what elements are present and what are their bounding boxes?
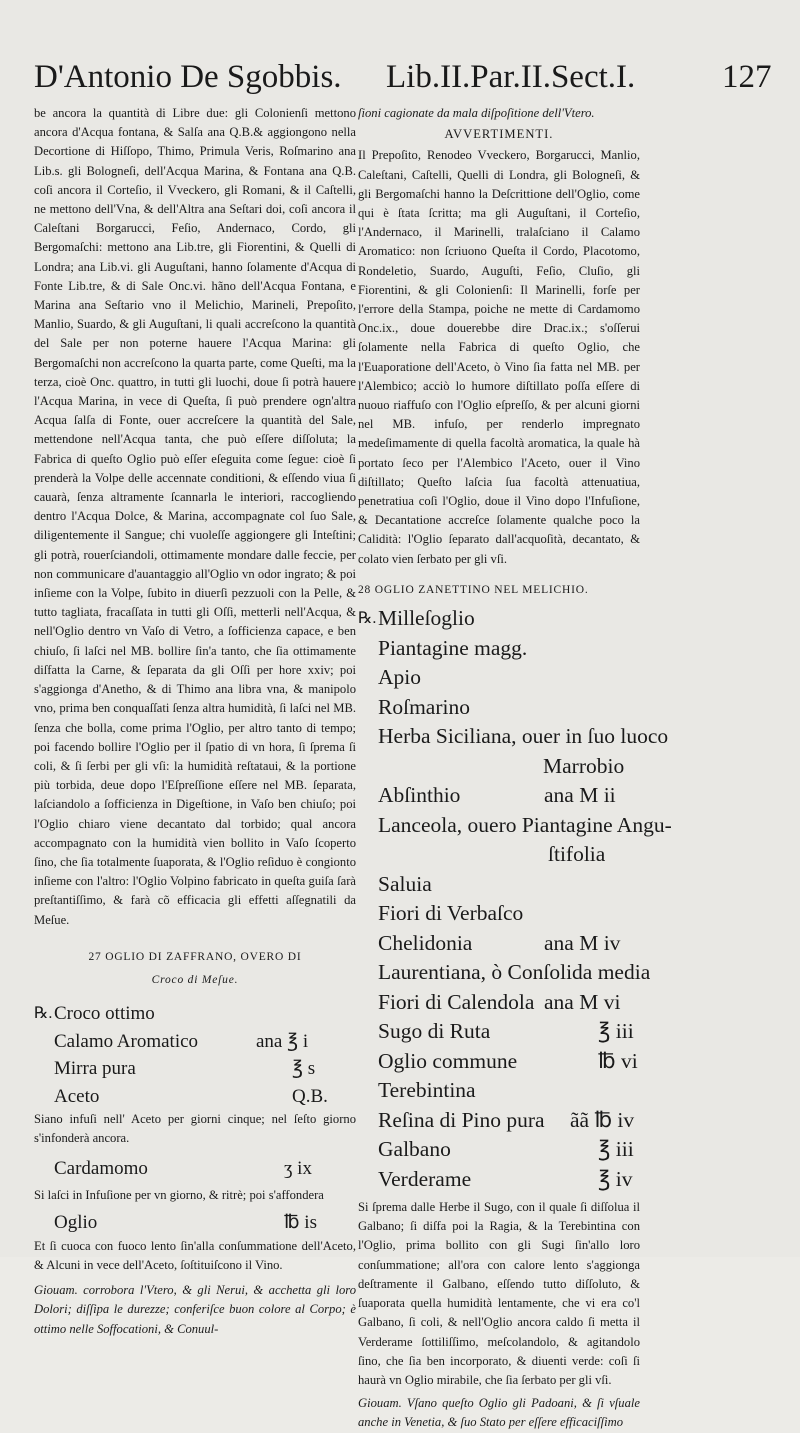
ingredient-name: Aceto [54,1085,100,1107]
ingredient-quantity: ℔ is [284,1212,317,1234]
ingredient-line [358,929,640,959]
recipe-27-subtitle: Croco di Meſue. [151,973,239,986]
ingredient-line [34,1000,356,1028]
ingredient-name: Mirra pura [54,1058,136,1080]
ingredient-line [358,634,640,664]
recipe-27-title: 27 OGLIO DI ZAFFRANO, OVERO DI [88,950,302,963]
ingredient-name: Croco ottimo [54,1003,155,1025]
ingredient-name: Laurentiana, ò Conſolida media [378,960,651,985]
ingredient-quantity: ʒ ix [284,1157,312,1179]
ingredient-name: Galbano [378,1137,451,1162]
ingredient-line [358,899,640,929]
ingredient-line [358,811,672,841]
ingredient-line [358,840,640,870]
page-number: 127 [722,59,772,95]
ingredient-quantity: ãã ℔ iv [570,1107,635,1132]
ingredient-name: Verderame [378,1166,472,1191]
notes-paragraph: Il Prepoſito, Renodeo Vveckero, Borgarucci, Manlio, Caleſtani, Caſtelli, Quelli di Londra, gli Bologneſi, & gli Bergomaſchi hanno la Deſcrittione dell'Oglio, come qui è ſtata ſcritta; ma gli Auguſtani, il Corteſio, l'Andernaco, il Marinelli, tralaſciano il Calamo Aromatico: non ſcriuono Queſta il Cordo, Placotomo, Rondeletio, Suardo, Auguſti, Feſio, Cluſio, gli Fiorentini, & gli Colonienſi: Il Marinelli, forſe per l'errore della Stampa, poiche ne mette di Cardamomo Onc.ix., doue douerebbe dire Drac.ix.; s'oſſerui ſolamente nella Fabrica di queſto Oglio, che l'Euaporatione dell'Aceto, ò Vino ſia fatta nel MB. per l'Alembico; acciò lo humore diſtillato poſſa eſſere di nuouo riaffuſo con l'Oglio eſpreſſo, & per alcuni giorni nel MB. infuſo, per renderlo impregnato medeſimamente di quella facoltà aromatica, la quale hà portato ſeco per l'Alembico l'Aceto, ouer il Vino diſtillato; Queſto laſcia ſua facoltà attenuatiua, penetratiua coſi l'Oglio, doue il Vino dopo l'Infuſione, & Decantatione accreſce ſolamente qualche poco la Calidità: l'Oglio ſeparato dall'acquoſità, decantato, & colato vien ſerbato per gli vſi. [358,148,640,566]
ingredient-line [34,1055,356,1083]
ingredient-name: Apio [378,665,421,690]
left-column [34,104,356,1339]
ingredient-name: Reſina di Pino pura [378,1107,545,1132]
ingredient-line [358,1135,640,1165]
ingredient-quantity: ℥ iii [598,1019,634,1044]
ingredient-name: Chelidonia [378,930,473,955]
ingredient-line [358,958,651,988]
ingredient-quantity: ℥ iii [598,1137,634,1162]
ingredient-name: Terebintina [378,1078,476,1103]
recipe-symbol: ℞. [34,1005,53,1023]
running-header [34,52,772,102]
ingredient-name: Lanceola, ouero Piantagine Angu- [378,812,672,837]
benefits-text: Giouam. corrobora l'Vtero, & gli Nerui, & acchetta gli loro Dolori; diſſipa le durezze; conferiſce buon colore al Corpo; è ottimo nelle Soffocationi, & Conuul- [34,1283,356,1336]
ingredient-name: Fiori di Verbaſco [378,901,524,926]
ingredient-name: Abſinthio [378,783,461,808]
ingredient-name: Oglio commune [378,1048,518,1073]
ingredient-name: Saluia [378,871,432,896]
ingredient-name: Piantagine magg. [378,635,528,660]
ingredient-line [34,1155,356,1183]
ingredient-line [358,1047,640,1077]
ingredient-quantity: ana M vi [544,989,621,1014]
ingredient-quantity: ℥ iv [598,1166,633,1191]
ingredient-line [358,604,640,634]
recipe-symbol: ℞. [358,610,377,628]
ingredient-line [34,1209,356,1237]
left-paragraph: be ancora la quantità di Libre due: gli Colonienſi mettono ancora d'Acqua fontana, & Salſa ana Q.B.& aggiongono nella Decortione di Hiſſopo, Thimo, Primula Veris, Roſmarino ana Lib.s. gli Bologneſi, dell'Acqua Marina, & Fontana ana Q.B. coſi ancora il Corteſio, il Vveckero, gli Romani, & il Caſtelli, ne mettono dell'Vna, & dell'Altra ana Seſtari doi, coſi ancora il Caleſtani Borgarucci, Feſio, Andernaco, Cordo, gli Bergomaſchi: mettono ana Lib.tre, gli Fiorentini, & Quelli di Londra; ana Lib.vi. gli Auguſtani, hanno ſolamente d'Acqua di Fonte Lib.tre, & di Sale Onc.vi. hãno dell'Acqua Fontana, e Marina ana Seſtario vno il Melichio, Marineli, Prepoſito, Manlio, Suardo, & gli Auguſtani, li quali accreſcono la quantità del Sale per non poterne hauere l'Acqua Marina: gli Bergomaſchi non accreſcono la quarta parte, come Queſti, ma la terza, cioè Onc. quattro, in tutti gli luochi, doue ſi potrà hauere l'Acqua Marina, in vece di Queſta, ſi può prendere ogn'altra Acqua ſalſa di Fonte, ouer accreſcere la quantità del Sale, mettendone nell'Acqua tanta, che può eſſere diſſoluta; la Fabrica di queſto Oglio può eſſer eſeguita come ſegue: cioè ſi prenderà la Volpe delle accennate conditioni, & eſſendo viua ſi cauarà, ſenza altramente ſcannarla le interiori, raccogliendo dentro l'Acqua Dolce, & Marina, accompagnate col ſuo Sale, diligentemente il Sangue; chi vuoleſſe aggiongere gli Inteſtini; gli potrà, rouerſciandoli, ottimamente mondare dalle feccie, per non communicare d'auantaggio all'Oglio vn odor ingrato; & poi inſieme con la Volpe, ſubito in diuerſi pezzuoli con la Pelle, & tutto tagliata, fracaſſata in tutti gli Oſſi, metterli nell'Acqua, & nell'Oglio dentro vn Vaſo di Vetro, a ſofficienza capace, e ben chiuſo, ſi laſci nel MB. bollire ſin'a tanto, che ſia ottimamente diſfatta la Carne, & ſeparata da gli Oſſi per hore xxiv; poi s'aggionga d'Anetho, & di Thimo ana libra vna, & manipolo vno, prima ben conquaſſati ſenza altra humidità, ſi laſci nel MB. ſenza che bolla, come prima l'Oglio, per altro tanto di tempo; poi facendo bollire l'Oglio per il ſpatio di vn hora, ſi ſprema ſi coli, & ſi ſerbi per gli vſi: la humidità reſtataui, & la portione più torbida, deue dopo l'Eſpreſſione eſſere nel MB. ſeparata, laſciandolo a ſofficienza in Digeſtione, in Vaſo ben chiuſo; poi l'Oglio chiaro viene decantato dal torbido; qual ancora accompagnato con la humidità vien bollito in Vaſo ſcoperto ſino, che ſia totalmente ſuaporata, & l'Oglio reſiduo è congionto inſieme con l'altro: l'Oglio Volpino fabricato in queſta guiſa ſarà preſtantiſſimo, & farà cõ efficacia gli effetti aſſegnatili da Meſue. [34,106,356,927]
ingredient-quantity: ana M iv [544,930,621,955]
ingredient-name: Marrobio [543,753,625,778]
ingredient-quantity: ℥ s [292,1058,316,1080]
ingredient-line [358,1017,640,1047]
ingredient-name: Cardamomo [54,1157,148,1179]
instruction-text: Si laſci in Infuſione per vn giorno, & ritrè; poi s'affondera [34,1188,324,1203]
ingredient-line [358,870,640,900]
ingredient-quantity: Q.B. [292,1085,328,1107]
instruction-text: Siano infuſi nell' Aceto per giorni cinque; nel ſeſto giorno s'infonderà ancora. [34,1112,356,1146]
ingredient-quantity: ana ℥ i [256,1030,309,1052]
ingredient-line [358,988,640,1018]
ingredient-name: ſtifolia [548,842,606,867]
ingredient-line [358,781,640,811]
ingredient-quantity: ℔ vi [598,1048,638,1073]
header-section: Lib.II.Par.II.Sect.I. [386,59,636,95]
ingredient-line [358,1165,640,1195]
ingredient-name: Herba Siciliana, ouer in ſuo luoco [378,724,669,749]
ingredient-name: Sugo di Ruta [378,1019,491,1044]
ingredient-name: Milleſoglio [378,606,475,631]
right-column [358,104,672,1433]
ingredient-name: Calamo Aromatico [54,1030,199,1052]
benefits-text: Giouam. Vſano queſto Oglio gli Padoani, & ſi vſuale anche in Venetia, & ſuo Stato per eſſere efficaciſſimo [358,1396,640,1430]
ingredient-line [358,752,640,782]
ingredient-line [358,722,669,752]
instruction-text: Si ſprema dalle Herbe il Sugo, con il quale ſi diſſolua il Galbano; ſi diſfa poi la Ragia, & la Terebintina con l'Oglio, prima bollito con gli Sugi ſin'allo loro conſummatione; all'ora con calore lento s'aggionga deſtramente il Galbano, eſſendo tutto diſſoluto, & ſuaporata quella humidità lentamente, che vi era co'l Galbano, ſi coli, & nell'Oglio ancora caldo ſi metta il Verderame ſottiliſſimo, meſcolandolo, & agitandolo ſino, che ſia ben incorporato, & diuenti verde: coſi ſi haurà vn Oglio mirabile, che ſia ſerbato per gli vſi. [358,1200,640,1387]
ingredient-line [358,693,640,723]
ingredient-line [34,1028,356,1056]
instruction-text: Et ſi cuoca con fuoco lento ſin'alla conſummatione dell'Aceto, & Alcuni in vece dell'Aceto, ſoſtituiſcono il Vino. [34,1238,356,1272]
ingredient-name: Fiori di Calendola [378,989,535,1014]
ingredient-name: Oglio [54,1212,98,1234]
ingredient-quantity: ana M ii [544,783,616,808]
continuation-text: ſioni cagionate da mala diſpoſitione dell'Vtero. [358,106,595,120]
recipe-28-title: 28 OGLIO ZANETTINO NEL MELICHIO. [358,583,589,596]
ingredient-line [358,1106,640,1136]
section-heading: AVVERTIMENTI. [444,127,554,142]
ingredient-name: Roſmarino [378,694,470,719]
ingredient-line [34,1083,356,1111]
ingredient-line [358,1076,640,1106]
header-author: D'Antonio De Sgobbis. [34,59,342,95]
ingredient-line [358,663,640,693]
